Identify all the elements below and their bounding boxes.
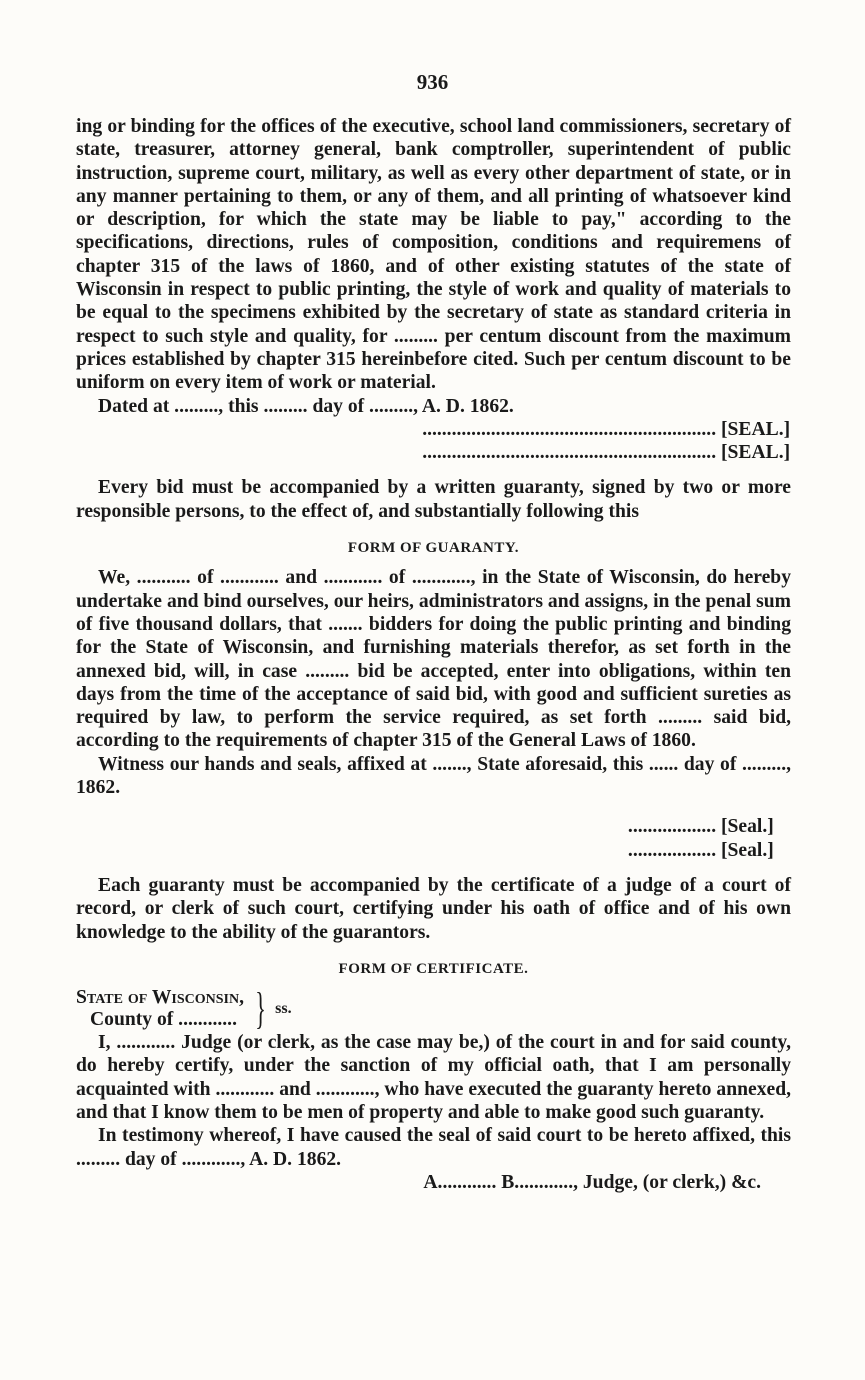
page-number: 936	[416, 70, 449, 94]
ss-label: ss.	[275, 1000, 292, 1018]
seal-dots: ..................	[627, 839, 717, 861]
seal-label: [Seal.]	[721, 839, 774, 861]
spec-paragraph: ing or binding for the offices of the executive, school land commissioners, secretary of state, treasurer, attorney general, bank comptroller, superintendent of public instruction, supreme court, military, as well as every other department of state, or in any manner pertaining to them, or any of them, and all printing of whatsoever kind or description, for which the state may be liable to pay," according to the specifications, directions, rules of composition, conditions and requiremens of chapter 315 of the laws of 1860, and of other existing statutes of the state of Wisconsin in respect to public printing, the style of work and quality of materials to be equal to the specimens exhibited by the secretary of state as standard criteria in respect to such style and quality, for ......... per centum discount from the maximum prices established by chapter 315 hereinbefore cited. Such per centum discount to be uniform on every item of work or material.	[76, 116, 791, 394]
signature-line: A............ B............, Judge, (or clerk,) &c.	[423, 1171, 761, 1193]
county-line: County of ............	[90, 1009, 237, 1031]
form-of-guaranty-heading: FORM OF GUARANTY.	[347, 540, 520, 557]
seal-dots: ............................................................	[422, 442, 717, 464]
venue-block	[76, 984, 791, 1034]
document-body	[76, 115, 791, 1194]
certificate-intro: Each guaranty must be accompanied by the certificate of a judge of a court of record, or clerk of such court, certifying under his oath of office and of his own knowledge to the ability of the guarantors.	[76, 874, 791, 943]
guaranty-seal-1	[76, 815, 791, 838]
seal-dots: ............................................................	[422, 418, 717, 440]
seal-label: [SEAL.]	[721, 442, 791, 464]
testimony-text: In testimony whereof, I have caused the seal of said court to be hereto affixed, this ......... day of ............, A. D. 1862.	[76, 1125, 791, 1170]
seal-label: [Seal.]	[721, 816, 774, 838]
seal-line-1	[76, 418, 791, 441]
brace-glyph: }	[255, 984, 266, 1034]
state-line: State of Wisconsin,	[76, 987, 245, 1009]
seal-dots: ..................	[627, 816, 717, 838]
certificate-text: I, ............ Judge (or clerk, as the case may be,) of the court in and for said county, do hereby certify, under the sanction of my official oath, that I am personally acquainted with ............ and ............, who have executed the guaranty hereto annexed, and that I know them to be men of property and able to make good such guaranty.	[76, 1032, 791, 1123]
guaranty-intro: Every bid must be accompanied by a written guaranty, signed by two or more responsible persons, to the effect of, and substantially following this	[76, 477, 791, 522]
seal-line-2	[76, 441, 791, 464]
seal-label: [SEAL.]	[721, 418, 791, 440]
guaranty-text: We, ........... of ............ and ............ of ............, in the State of Wisconsin, do hereby undertake and bind ourselves, our heirs, administrators and assigns, in the penal sum of five thousand dollars, that ....... bidders for doing the public printing and binding for the State of Wisconsin, and furnishing materials therefor, as set forth in the annexed bid, will, in case ......... bid be accepted, enter into obligations, within ten days from the time of the acceptance of said bid, with good and sufficient sureties as required by law, to perform the service required, as set forth ......... said bid, according to the requirements of chapter 315 of the General Laws of 1860.	[76, 567, 791, 752]
form-of-certificate-heading: FORM OF CERTIFICATE.	[338, 960, 529, 977]
witness-text: Witness our hands and seals, affixed at ......., State aforesaid, this ...... day of ........., 1862.	[76, 753, 791, 799]
guaranty-seal-2	[76, 839, 791, 862]
dated-line: Dated at ........., this ......... day of ........., A. D. 1862.	[98, 395, 514, 417]
